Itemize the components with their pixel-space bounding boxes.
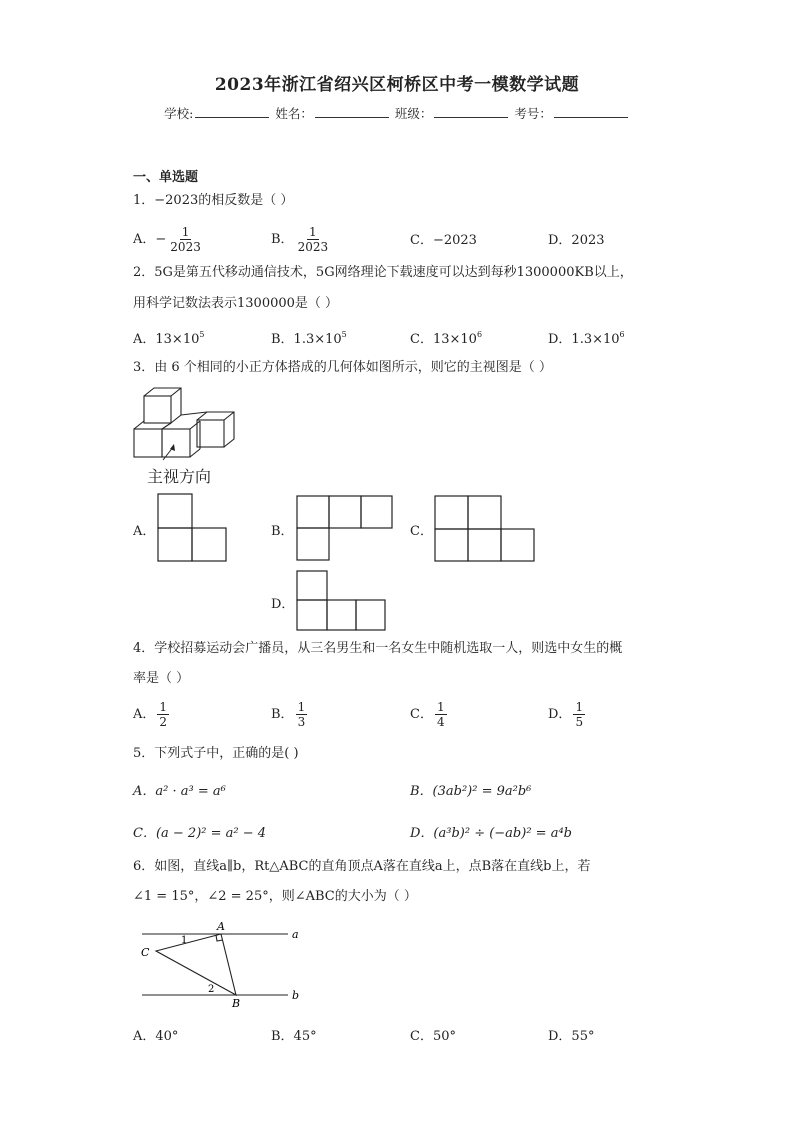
q6-stem-line1: 6．如图，直线a∥b，Rt△ABC的直角顶点A落在直线a上，点B落在直线b上，若 xyxy=(133,859,591,874)
q2-c-exp: 6 xyxy=(476,330,483,339)
q1-b-den: 2023 xyxy=(297,240,329,254)
q1-option-a[interactable] xyxy=(133,225,205,254)
q4-a-den: 2 xyxy=(159,715,168,729)
q4-c-fraction xyxy=(435,700,447,729)
q6-stem-line2: ∠1 = 15°，∠2 = 25°，则∠ABC的大小为（ ） xyxy=(133,889,417,904)
q5-option-b[interactable]: B．(3ab²)² = 9a²b⁶ xyxy=(410,784,532,799)
line-b-label: b xyxy=(292,989,300,1002)
q2-c-base: C．13×10 xyxy=(410,332,477,347)
q4-stem-line1: 4．学校招募运动会广播员，从三名男生和一名女生中随机选取一人，则选中女生的概 xyxy=(133,641,623,656)
q3-solid-figure xyxy=(130,382,240,462)
angle-1-label: 1 xyxy=(181,935,188,946)
point-b-label: B xyxy=(232,997,241,1010)
class-label: 班级： xyxy=(394,106,433,121)
q2-stem-line1: 2．5G是第五代移动通信技术，5G网络理论下载速度可以达到每秒1300000KB以上， xyxy=(133,265,633,280)
q4-a-fraction xyxy=(157,700,169,729)
q2-option-d[interactable] xyxy=(548,328,625,347)
q3-option-d-label[interactable]: D． xyxy=(271,597,295,612)
q6-option-b[interactable]: B．45° xyxy=(271,1029,317,1044)
q1-a-sign: − xyxy=(155,232,167,247)
q2-a-exp: 5 xyxy=(199,330,205,339)
angle-2-label: 2 xyxy=(208,984,215,995)
q4-b-num: 1 xyxy=(297,700,306,714)
q2-b-base: B．1.3×10 xyxy=(271,332,342,347)
q4-a-label: A． xyxy=(133,707,156,722)
q2-option-a[interactable] xyxy=(133,328,204,347)
q5-option-d[interactable]: D．(a³b)² ÷ (−ab)² = a⁴b xyxy=(410,826,572,841)
point-c-label: C xyxy=(141,946,150,959)
q3-option-c-label[interactable]: C． xyxy=(410,524,433,539)
q2-d-exp: 6 xyxy=(619,330,625,339)
exam-no-label: 考号： xyxy=(514,106,552,121)
q1-option-d[interactable]: D．2023 xyxy=(548,233,605,248)
q6-geometry-figure xyxy=(136,918,306,1010)
q2-b-exp: 5 xyxy=(341,330,347,339)
q3-view-direction-caption: 主视方向 xyxy=(147,467,212,486)
q4-b-den: 3 xyxy=(297,715,306,729)
q4-c-num: 1 xyxy=(436,700,445,714)
q2-option-c[interactable] xyxy=(410,328,482,347)
q6-option-d[interactable]: D．55° xyxy=(548,1029,595,1044)
school-blank[interactable] xyxy=(195,105,269,118)
q3-option-b-figure[interactable] xyxy=(296,495,394,563)
exam-no-blank[interactable] xyxy=(554,105,628,118)
q4-option-a[interactable] xyxy=(133,700,171,729)
q3-option-a-label[interactable]: A． xyxy=(133,524,156,539)
q1-b-label: B． xyxy=(271,232,294,247)
q5-stem: 5．下列式子中，正确的是( ) xyxy=(133,746,299,761)
q4-d-den: 5 xyxy=(575,715,584,729)
name-blank[interactable] xyxy=(315,105,389,118)
q4-b-label: B． xyxy=(271,707,294,722)
q6-option-a[interactable]: A．40° xyxy=(133,1029,179,1044)
q1-b-num: 1 xyxy=(309,225,317,239)
q3-stem: 3．由 6 个相同的小正方体搭成的几何体如图所示，则它的主视图是（ ） xyxy=(133,360,552,375)
class-blank[interactable] xyxy=(434,105,508,118)
q2-a-base: A．13×10 xyxy=(133,332,200,347)
q1-stem: 1．−2023的相反数是（ ） xyxy=(133,193,294,208)
q2-option-b[interactable] xyxy=(271,328,347,347)
student-info-line xyxy=(0,104,794,122)
q4-option-c[interactable] xyxy=(410,700,449,729)
q2-stem-line2: 用科学记数法表示1300000是（ ） xyxy=(133,296,339,311)
name-label: 姓名： xyxy=(275,106,313,121)
q4-option-b[interactable] xyxy=(271,700,309,729)
q4-d-fraction xyxy=(573,700,585,729)
q5-option-a[interactable]: A．a² · a³ = a⁶ xyxy=(133,784,226,799)
q4-a-num: 1 xyxy=(159,700,168,714)
q4-d-label: D． xyxy=(548,707,572,722)
q1-option-c[interactable]: C．−2023 xyxy=(410,233,477,248)
line-a-label: a xyxy=(292,928,299,941)
point-a-label: A xyxy=(217,920,225,933)
q1-a-den: 2023 xyxy=(170,240,201,254)
q3-option-c-figure[interactable] xyxy=(434,495,536,563)
q1-b-fraction xyxy=(296,225,331,254)
page-title: 2023年浙江省绍兴区柯桥区中考一模数学试题 xyxy=(214,75,580,95)
q4-option-d[interactable] xyxy=(548,700,587,729)
q4-c-label: C． xyxy=(410,707,433,722)
q3-option-b-label[interactable]: B． xyxy=(271,524,294,539)
q1-a-label: A． xyxy=(133,232,156,247)
section-title: 一、单选题 xyxy=(133,170,199,185)
q1-a-num: 1 xyxy=(181,225,190,239)
q4-stem-line2: 率是（ ） xyxy=(133,671,190,686)
q1-a-fraction xyxy=(168,225,203,254)
q4-c-den: 4 xyxy=(436,715,445,729)
q3-option-a-figure[interactable] xyxy=(157,493,229,563)
q3-option-d-figure[interactable] xyxy=(296,570,388,632)
q2-d-base: D．1.3×10 xyxy=(548,332,620,347)
q6-option-c[interactable]: C．50° xyxy=(410,1029,456,1044)
q5-option-c[interactable]: C．(a − 2)² = a² − 4 xyxy=(133,826,267,841)
q4-d-num: 1 xyxy=(575,700,584,714)
school-label: 学校: xyxy=(164,106,194,121)
q1-option-b[interactable] xyxy=(271,225,332,254)
q4-b-fraction xyxy=(296,700,308,729)
